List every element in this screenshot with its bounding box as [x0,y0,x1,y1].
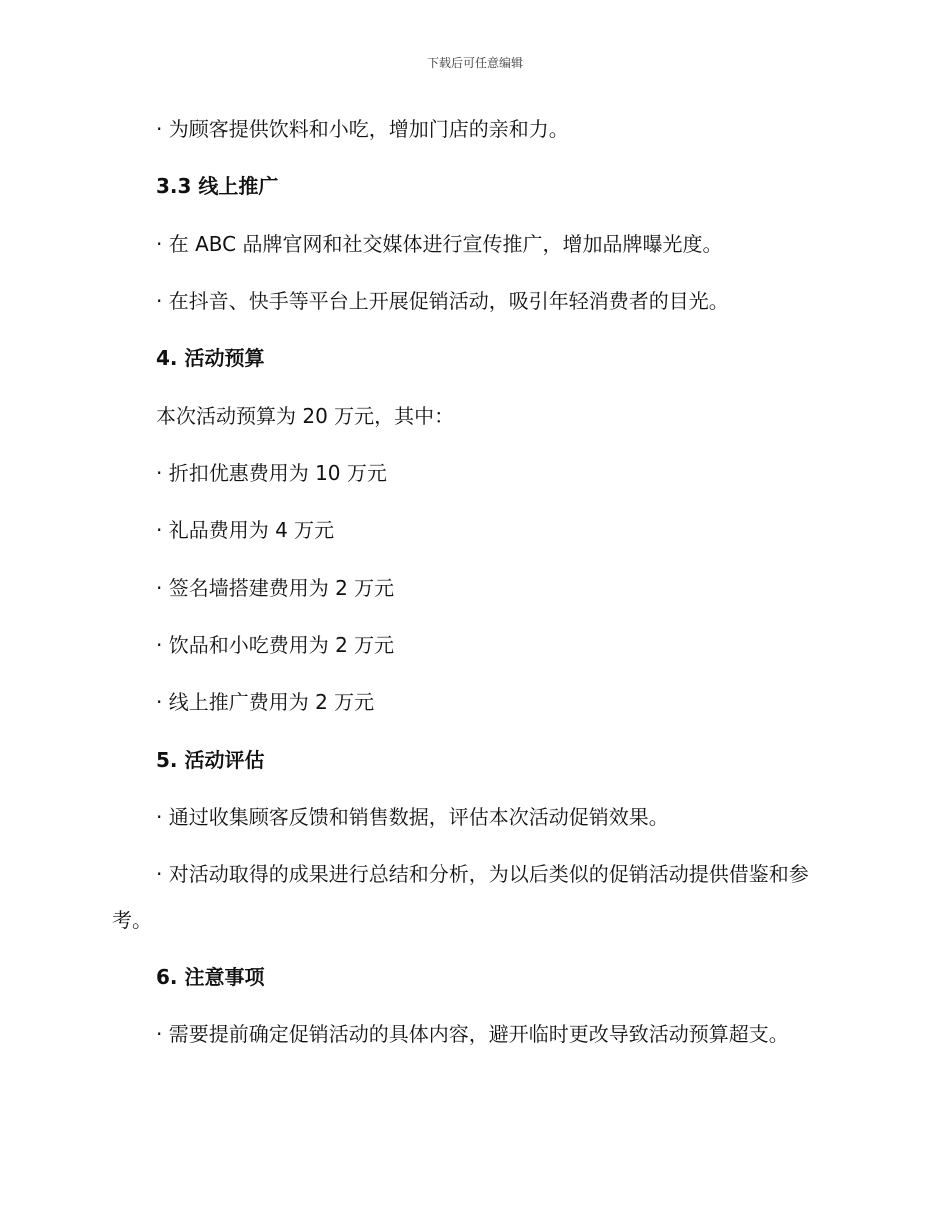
bullet-discount-cost: · 折扣优惠费用为 10 万元 [156,461,387,485]
bullet-signature-wall-cost: · 签名墙搭建费用为 2 万元 [156,576,395,600]
section-heading-budget: 4. 活动预算 [156,346,265,370]
section-heading-online-promotion: 3.3 线上推广 [156,174,279,198]
budget-intro: 本次活动预算为 20 万元，其中： [156,404,455,428]
page-header: 下载后可任意编辑 [426,56,523,70]
bullet-confirm-content: · 需要提前确定促销活动的具体内容，避开临时更改导致活动预算超支。 [156,1022,789,1046]
bullet-drinks-snacks-cost: · 饮品和小吃费用为 2 万元 [156,633,395,657]
bullet-gift-cost: · 礼品费用为 4 万元 [156,518,335,542]
section-heading-evaluation: 5. 活动评估 [156,748,265,772]
section-heading-notes: 6. 注意事项 [156,965,265,989]
bullet-online-promotion-cost: · 线上推广费用为 2 万元 [156,690,375,714]
bullet-summary-analysis: · 对活动取得的成果进行总结和分析，为以后类似的促销活动提供借鉴和参考。 [112,862,809,932]
bullet-douyin-kuaishou: · 在抖音、快手等平台上开展促销活动，吸引年轻消费者的目光。 [156,289,729,313]
bullet-website-social: · 在 ABC 品牌官网和社交媒体进行宣传推广，增加品牌曝光度。 [156,232,723,256]
bullet-refreshments: · 为顾客提供饮料和小吃，增加门店的亲和力。 [156,117,569,141]
bullet-feedback-data: · 通过收集顾客反馈和销售数据，评估本次活动促销效果。 [156,805,669,829]
